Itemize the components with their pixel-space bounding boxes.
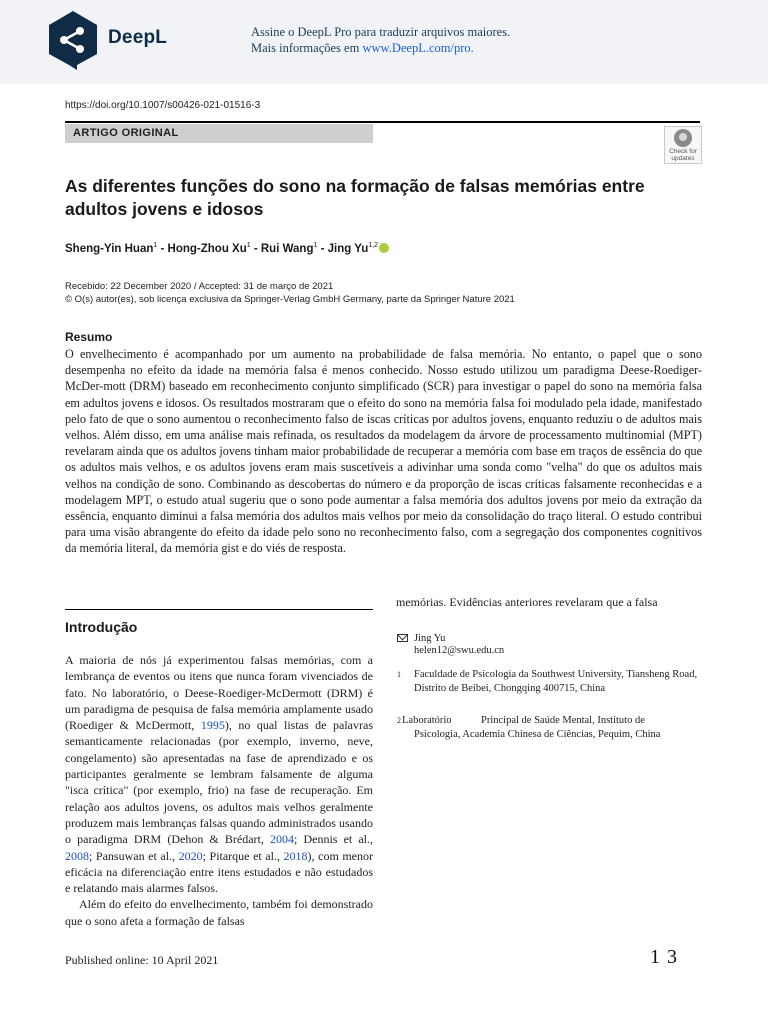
check-updates-icon	[674, 129, 692, 147]
right-column-continuation: memórias. Evidências anteriores revelaram que a falsa	[396, 595, 658, 609]
affiliation-number: 2	[397, 716, 401, 725]
deepl-logo-icon[interactable]	[47, 10, 99, 70]
header-rule	[65, 121, 700, 123]
deepl-promo-line2	[251, 40, 510, 56]
section-rule	[65, 609, 373, 610]
body-text: A maioria de nós já experimentou falsas memórias, com a lembrança de eventos ou itens que nunca foram vivenciados de fato. No laboratório, o Deese-Roediger-McDermott (DRM) é um paradigma de pesquisa de falsa memória amplamente usado (Roediger & McDermott,	[65, 653, 373, 733]
affiliation-2-line1: Principal de Saúde Mental, Instituto de	[481, 715, 645, 726]
body-text: ; Pitarque et al.,	[202, 848, 284, 863]
deepl-promo-prefix: Mais informações em	[251, 41, 363, 55]
author-affiliation-mark: 1	[153, 242, 158, 249]
check-updates-text	[665, 148, 701, 162]
body-text: ), com menor eficácia na diferenciação entre itens estudados e não estudados e relatando mais alarmes falsos.	[65, 848, 373, 896]
check-updates-line1: Check for	[669, 148, 697, 155]
author-separator: -	[157, 242, 168, 255]
author-name[interactable]: Hong-Zhou Xu	[167, 242, 247, 255]
abstract-heading: Resumo	[65, 330, 113, 344]
deepl-brand-name: DeepL	[108, 27, 168, 48]
author-name[interactable]: Jing Yu	[327, 242, 369, 255]
citation-link[interactable]: 2018	[283, 848, 308, 863]
citation-link[interactable]: 1995	[200, 718, 225, 733]
publication-dates	[65, 280, 515, 306]
author-separator: -	[250, 242, 261, 255]
author-affiliation-mark: 1,2	[368, 242, 379, 249]
author-list	[65, 242, 389, 255]
deepl-pro-link[interactable]: www.DeepL.com/pro.	[362, 41, 474, 55]
article-type-label: ARTIGO ORIGINAL	[73, 127, 179, 139]
author-name[interactable]: Sheng-Yin Huan	[65, 242, 154, 255]
author-affiliation-mark: 1	[246, 242, 251, 249]
deepl-banner	[0, 0, 768, 84]
deepl-promo-text	[251, 24, 510, 56]
paper-title: As diferentes funções do sono na formação de falsas memórias entre adultos jovens e idosos	[65, 176, 645, 219]
corresponding-author-name: Jing Yu	[414, 633, 446, 644]
copyright-notice: © O(s) autor(es), sob licença exclusiva da Springer-Verlag GmbH Germany, parte da Springer Nature 2021	[65, 294, 515, 305]
affiliation-number: 1	[397, 670, 401, 679]
body-text: ), no qual listas de palavras semanticamente relacionadas (por exemplo, inverno, neve, congelamento) são apresentadas na fase de aprendizado e os participantes geralmente se lembram falsamente de alguma "isca crítica" (por exemplo, frio) na fase de recuperação. Em relação aos adultos jovens, os adultos mais velhos geralmente produzem mais lembranças falsas quando administrados usando o paradigma DRM (Dehon & Brédart,	[65, 718, 373, 847]
received-accepted-dates: Recebido: 22 December 2020 / Accepted: 31 de março de 2021	[65, 281, 334, 292]
deepl-promo-line1: Assine o DeepL Pro para traduzir arquivos maiores.	[251, 25, 511, 39]
envelope-icon	[397, 634, 408, 642]
published-online-date: Published online: 10 April 2021	[65, 953, 219, 967]
abstract-text: O envelhecimento é acompanhado por um aumento na probabilidade de falsa memória. No entanto, o papel que o sono desempenha no efeito da idade na memória falsa é menos conhecido. Nosso estudo utilizou um paradigma Deese-Roediger-McDer-mott (DRM) baseado em reconhecimento conjunto simplificado (SCR) para investigar o papel do sono na memória falsa em adultos jovens e idosos. Os resultados mostraram que o efeito do sono na memória falsa foi modulado pela idade, manifestado pelo fato de que o sono aumentou o reconhecimento falso de iscas críticas por adultos jovens, enquanto reduziu o de adultos mais velhos. Além disso, em uma análise mais refinada, os resultados da modelagem da árvore de processamento multinomial (MPT) revelaram ainda que os adultos jovens tinham maior probabilidade de recuperar a memória com base em traços de essência do que os adultos mais velhos, e os adultos jovens eram mais suscetíveis a adivinhar uma sonda como "velha" do que os adultos mais velhos na condição de sono. Combinando as descobertas do número e da proporção de iscas críticas falsamente reconhecidas e a modelagem MPT, o estudo atual sugeriu que o sono pode aumentar a falsa memória dos adultos jovens por meio da extração da essência, enquanto diminui a falsa memória dos adultos mais velhos por meio da consolidação do traço literal. O estudo contribui para uma visão abrangente do efeito da idade pelo sono no reconhecimento falso, com a segregação dos componentes cognitivos da memória literal, da memória gist e do viés de resposta.	[65, 347, 702, 556]
check-for-updates-badge[interactable]	[664, 126, 702, 164]
article-type-bar	[65, 124, 373, 143]
citation-link[interactable]: 2008	[65, 848, 89, 863]
affiliation-2-lead: Laboratório	[402, 715, 452, 726]
body-text: ; Dennis et al.,	[294, 832, 373, 847]
introduction-paragraph: Além do efeito do envelhecimento, também foi demonstrado que o sono afeta a formação de falsas	[65, 897, 373, 928]
body-text: ; Pansuwan et al.,	[89, 848, 179, 863]
affiliation-1: Faculdade de Psicologia da Southwest University, Tiansheng Road, Distrito de Beibei, Chongqing 400715, China	[414, 669, 698, 694]
doi-link[interactable]: https://doi.org/10.1007/s00426-021-01516-3	[65, 100, 261, 111]
author-separator: -	[317, 242, 328, 255]
introduction-paragraph	[65, 652, 373, 896]
check-updates-line2: updates	[671, 155, 695, 162]
affiliation-2-line2: Psicologia, Academia Chinesa de Ciências, Pequim, China	[414, 729, 661, 740]
springer-logo-mark: 1 3	[650, 946, 678, 968]
corresponding-author-email[interactable]: helen12@swu.edu.cn	[414, 645, 505, 656]
introduction-body	[65, 652, 373, 929]
orcid-icon[interactable]	[379, 243, 389, 253]
author-affiliation-mark: 1	[313, 242, 318, 249]
introduction-heading: Introdução	[65, 619, 138, 635]
citation-link[interactable]: 2020	[178, 848, 203, 863]
author-name[interactable]: Rui Wang	[260, 242, 314, 255]
citation-link[interactable]: 2004	[270, 832, 294, 847]
